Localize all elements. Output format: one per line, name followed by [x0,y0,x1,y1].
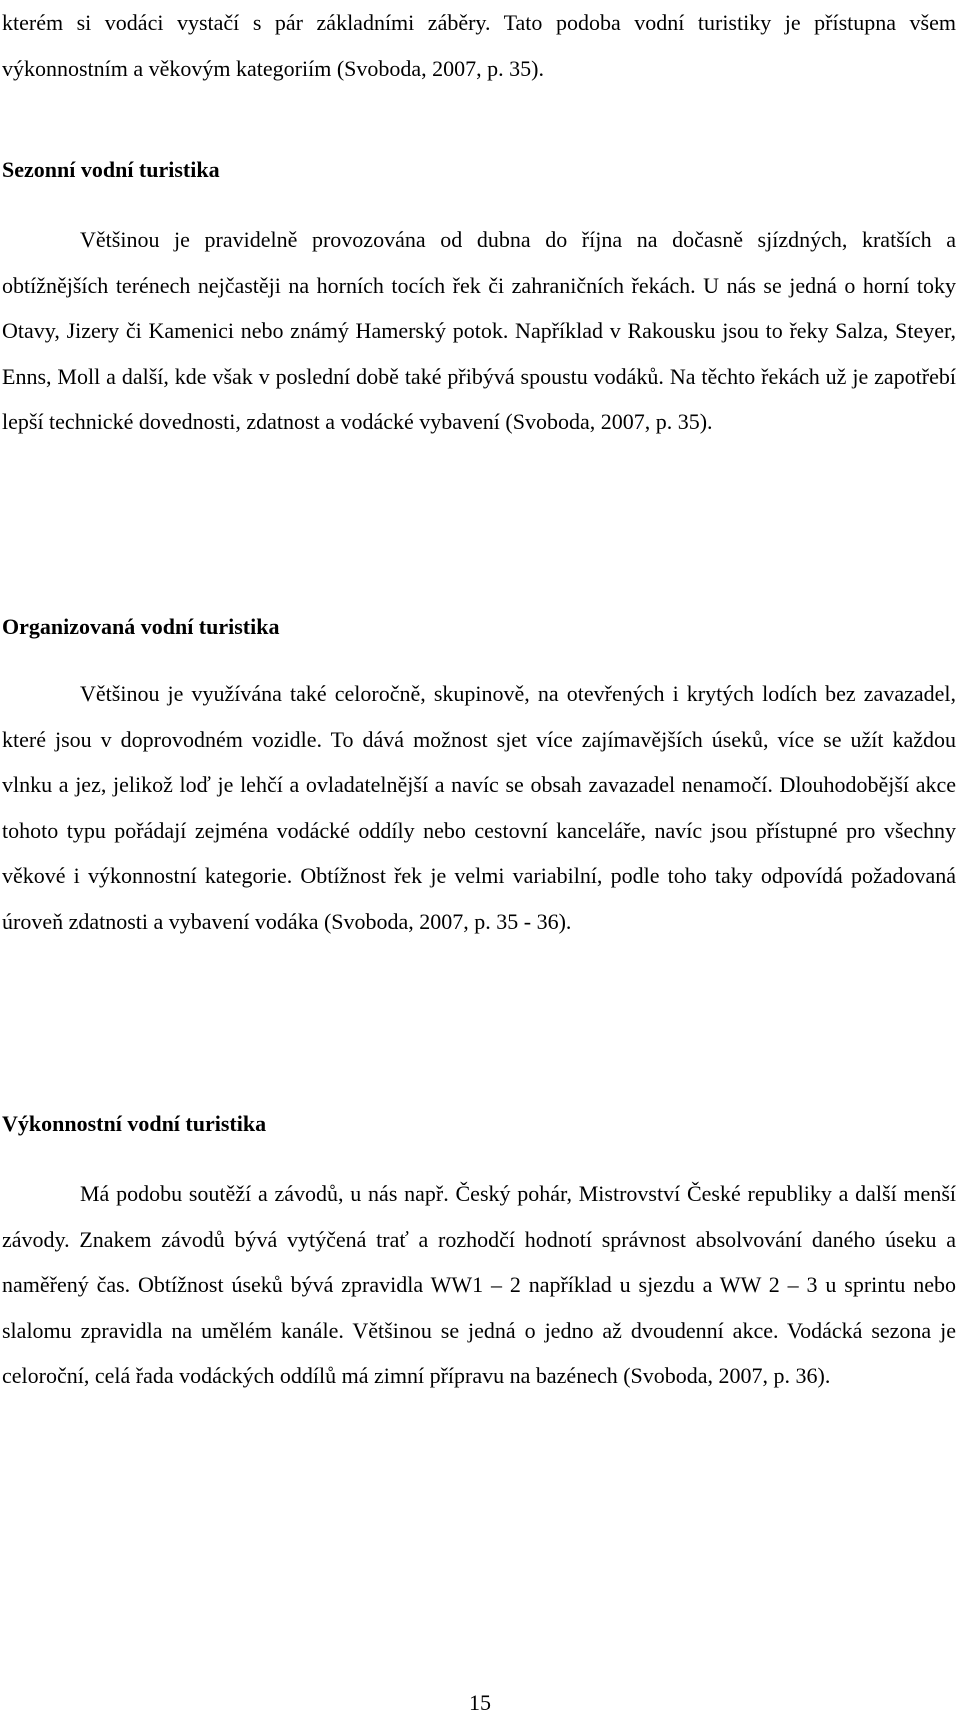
section-body-organizovana [2,671,956,945]
section-body-sezonni [2,217,956,445]
paragraph: kterém si vodáci vystačí s pár základními záběry. Tato podoba vodní turistiky je přístupna všem výkonnostním a věkovým kategoriím (Svoboda, 2007, p. 35). [2,10,956,81]
paragraph: Většinou je využívána také celoročně, skupinově, na otevřených i krytých lodích bez zavazadel, které jsou v doprovodném vozidle. To dává možnost sjet více zajímavějších úseků, více se užít každou vlnku a jez, jelikož loď je lehčí a ovladatelnější a navíc se obsah zavazadel nenamočí. Dlouhodobější akce tohoto typu pořádají zejména vodácké oddíly nebo cestovní kanceláře, navíc jsou přístupné pro všechny věkové i výkonnostní kategorie. Obtížnost řek je velmi variabilní, podle toho taky odpovídá požadovaná úroveň zdatnosti a vybavení vodáka (Svoboda, 2007, p. 35 - 36). [2,681,956,934]
section-heading-organizovana: Organizovaná vodní turistika [2,614,280,639]
paragraph: Má podobu soutěží a závodů, u nás např. Český pohár, Mistrovství České republiky a další menší závody. Znakem závodů bývá vytýčená trať a rozhodčí hodnotí správnost absolvování daného úseku a naměřený čas. Obtížnost úseků bývá zpravidla WW1 – 2 například u sjezdu a WW 2 – 3 u sprintu nebo slalomu zpravidla na umělém kanále. Většinou se jedná o jedno až dvoudenní akce. Vodácká sezona je celoroční, celá řada vodáckých oddílů má zimní přípravu na bazénech (Svoboda, 2007, p. 36). [2,1181,956,1389]
paragraph: Většinou je pravidelně provozována od dubna do října na dočasně sjízdných, kratších a obtížnějších terénech nejčastěji na horních tocích řek či zahraničních řekách. U nás se jedná o horní toky Otavy, Jizery či Kamenici nebo známý Hamerský potok. Například v Rakousku jsou to řeky Salza, Steyer, Enns, Moll a další, kde však v poslední době také přibývá spoustu vodáků. Na těchto řekách už je zapotřebí lepší technické dovednosti, zdatnost a vodácké vybavení (Svoboda, 2007, p. 35). [2,227,956,435]
section-heading-vykonnostni: Výkonnostní vodní turistika [2,1111,267,1136]
section-heading-sezonni: Sezonní vodní turistika [2,157,220,182]
intro-paragraph-block [2,0,956,91]
section-body-vykonnostni [2,1171,956,1399]
page-number: 15 [469,1690,491,1715]
